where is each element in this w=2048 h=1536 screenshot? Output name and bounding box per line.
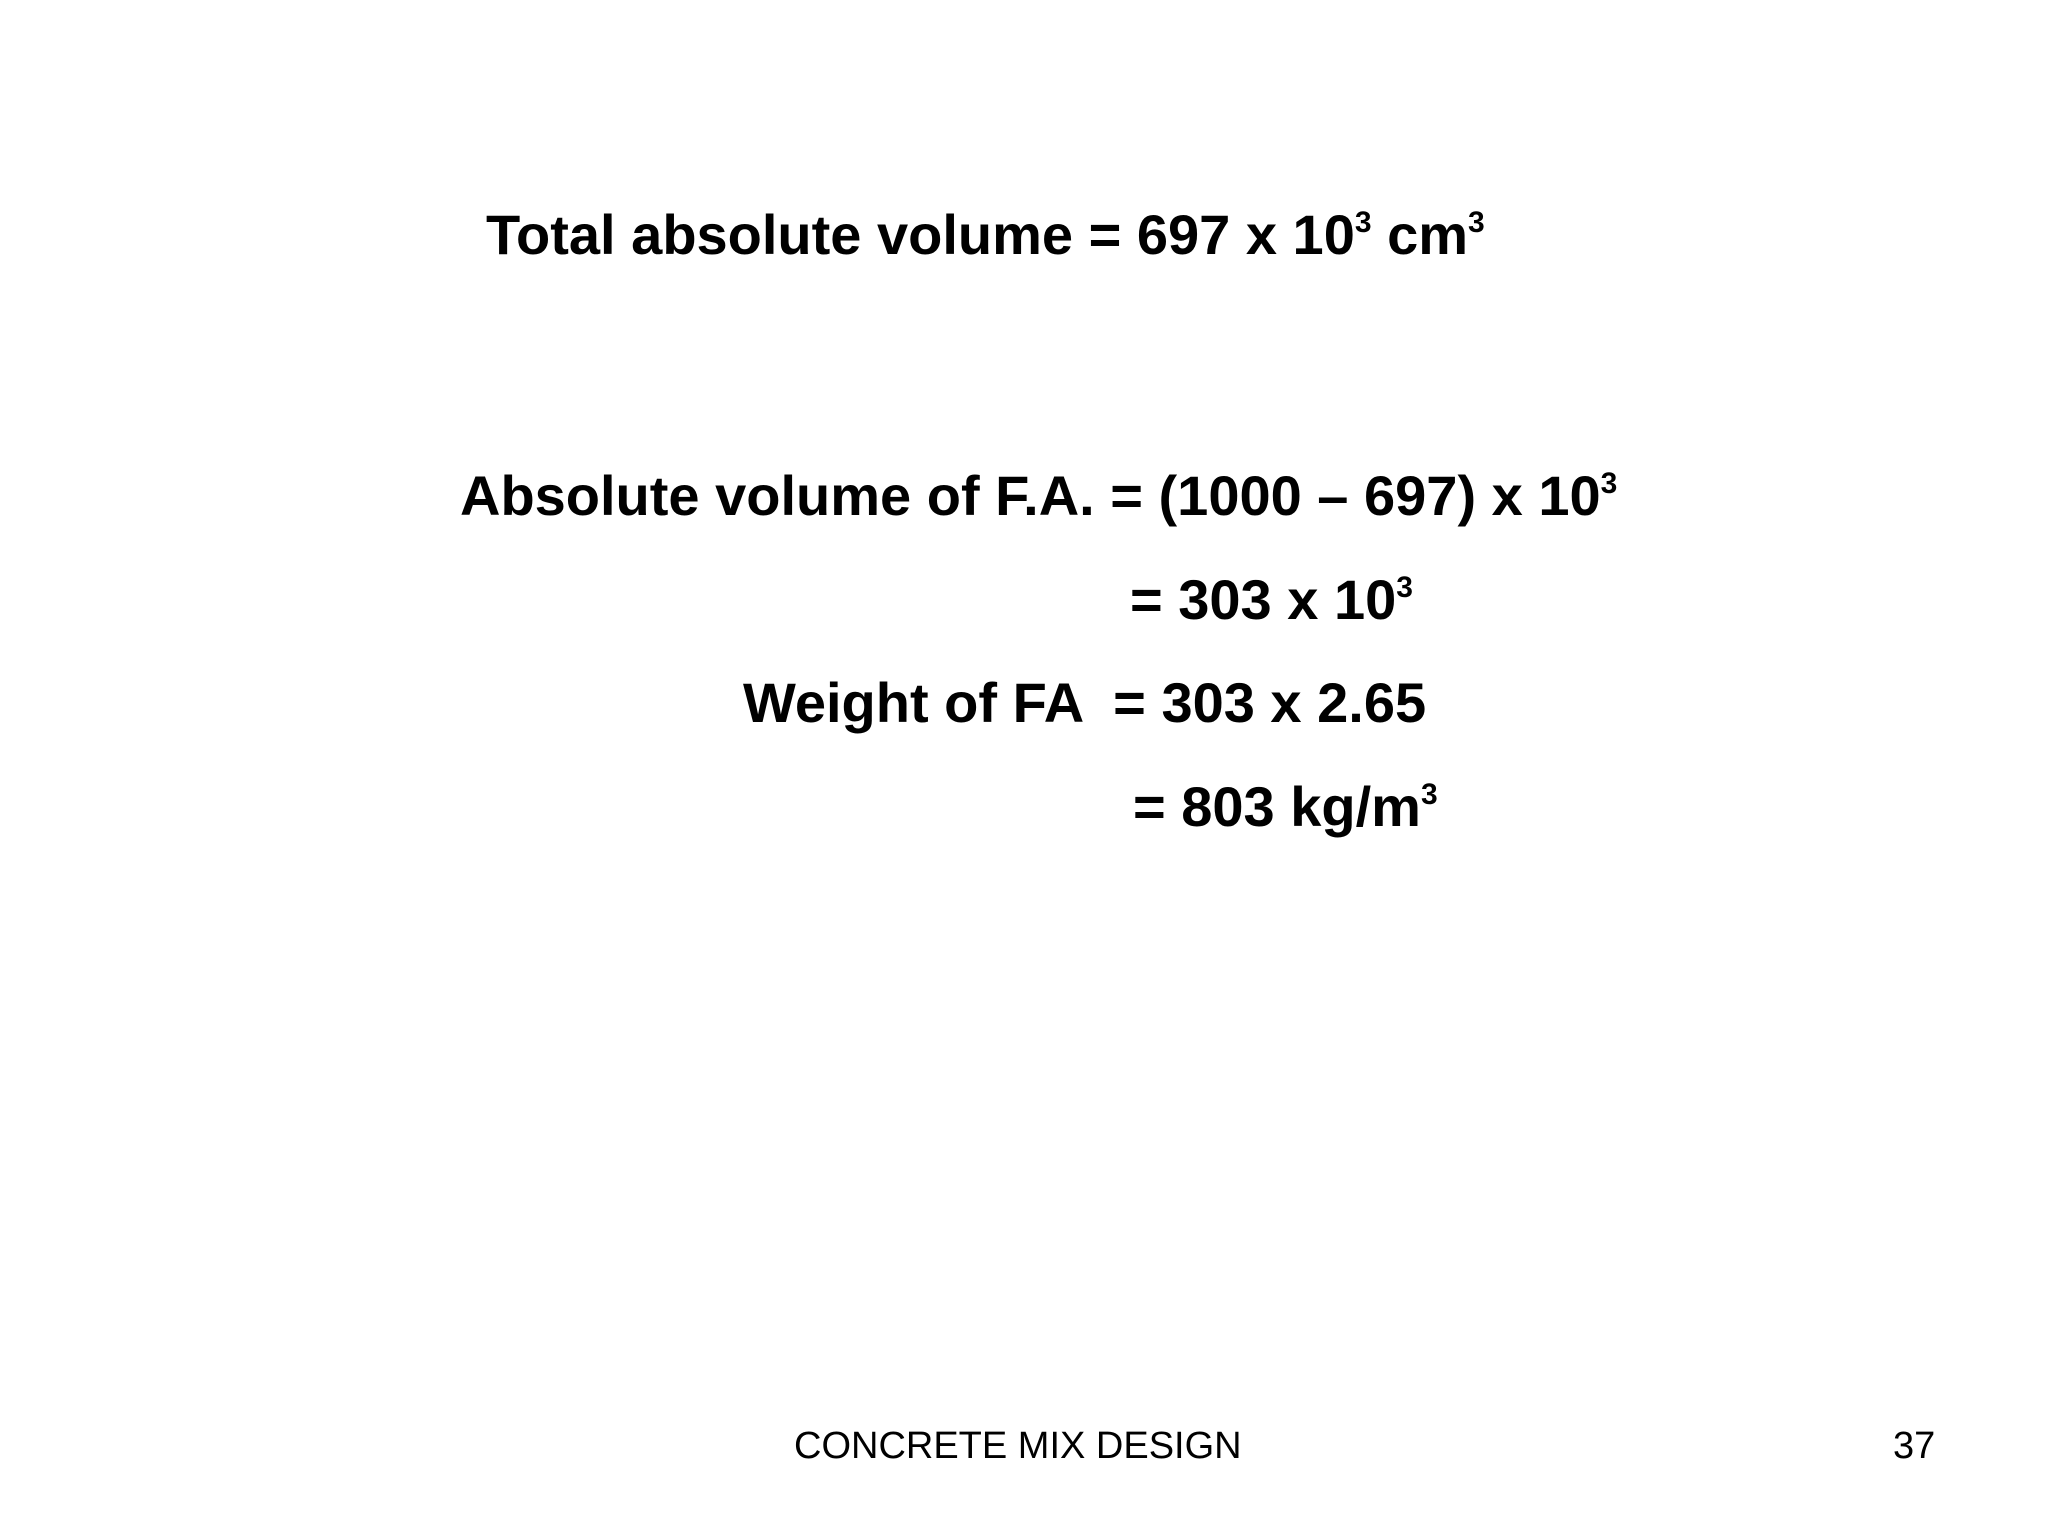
total-volume-exponent: 3 bbox=[1354, 206, 1372, 239]
total-volume-text: Total absolute volume = 697 x 10 bbox=[486, 203, 1355, 266]
fa-volume-result-text: = 303 x 10 bbox=[1130, 568, 1397, 631]
fa-weight-result-exponent: 3 bbox=[1420, 778, 1438, 811]
total-volume-unit: cm bbox=[1371, 203, 1469, 266]
total-volume-unit-exponent: 3 bbox=[1468, 206, 1485, 239]
fa-volume-result-exponent: 3 bbox=[1396, 571, 1413, 604]
fa-weight-text: Weight of FA = 303 x 2.65 bbox=[743, 671, 1427, 734]
fa-volume-exponent: 3 bbox=[1600, 467, 1618, 500]
fa-weight-result-text: = 803 kg/m bbox=[1133, 775, 1421, 838]
fa-weight-line-2 bbox=[1133, 775, 1438, 838]
fa-weight-line-1 bbox=[743, 671, 1427, 734]
total-absolute-volume-line bbox=[486, 203, 1485, 266]
fa-volume-line-2 bbox=[1130, 568, 1413, 631]
page-number: 37 bbox=[1893, 1425, 1936, 1467]
fa-volume-line-1 bbox=[460, 464, 1618, 527]
fa-volume-text: Absolute volume of F.A. = (1000 – 697) x 10 bbox=[460, 464, 1601, 527]
footer-title: CONCRETE MIX DESIGN bbox=[794, 1425, 1242, 1467]
